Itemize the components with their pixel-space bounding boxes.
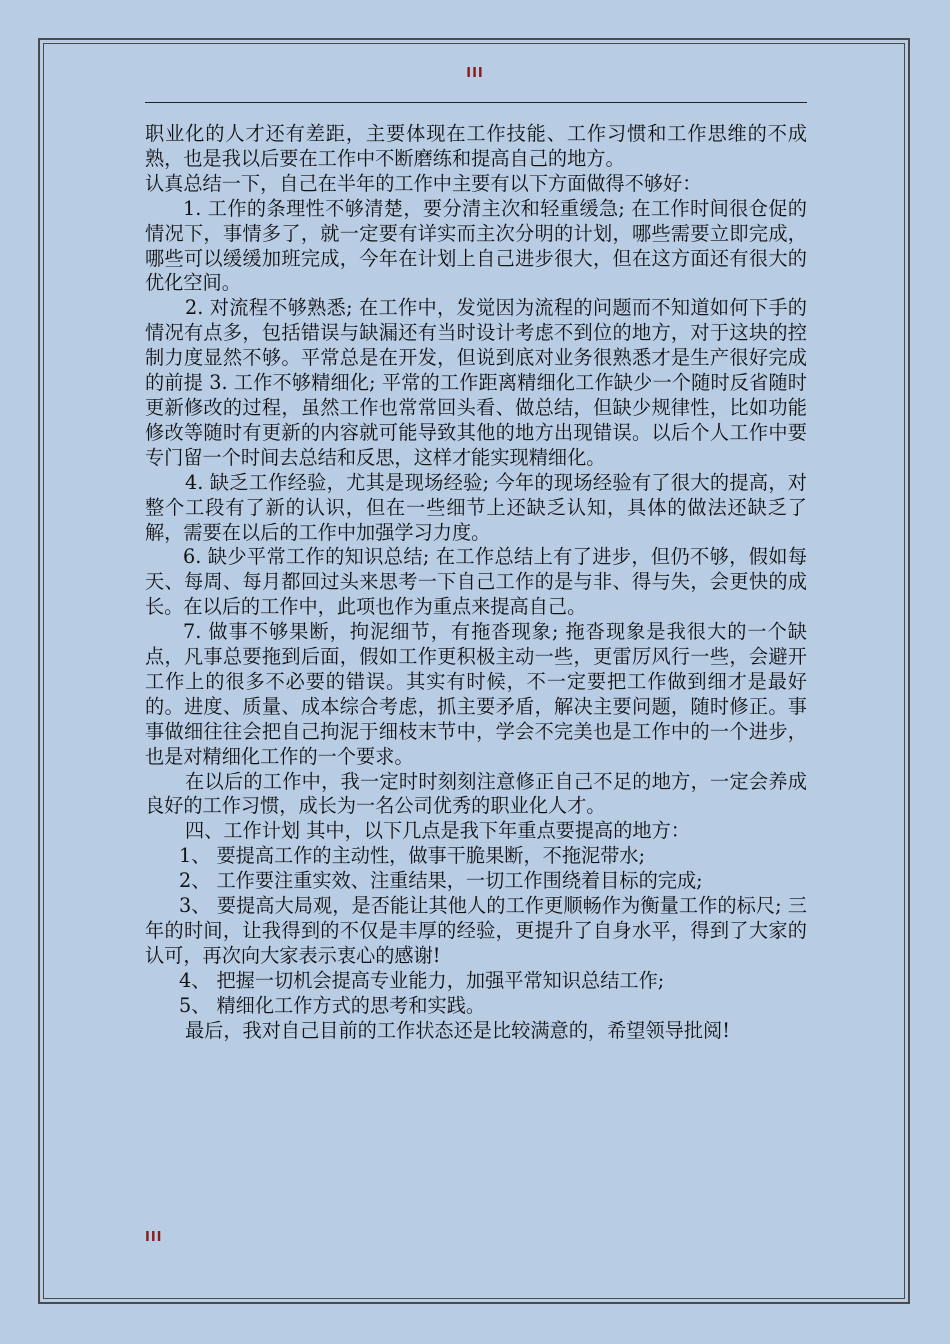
body-paragraph: 2. 对流程不够熟悉; 在工作中，发觉因为流程的问题而不知道如何下手的情况有点多，包括错误与缺漏还有当时设计考虑不到位的地方，对于这块的控制力度显然不够。平常总是在开发，但说到底对业务很熟悉才是生产很好完成的前提 3. 工作不够精细化; 平常的工作距离精细化工作缺少一个随时反省随时更新修改的过程，虽然工作也常常回头看、做总结，但缺少规律性，比如功能修改等随时有更新的内容就可能导致其他的地方出现错误。以后个人工作中要专门留一个时间去总结和反思，这样才能实现精细化。 [145,296,807,469]
body-paragraph: 6. 缺少平常工作的知识总结; 在工作总结上有了进步，但仍不够，假如每天、每周、每月都回过头来思考一下自己工作的是与非、得与失，会更快的成长。在以后的工作中，此项也作为重点来提高自己。 [145,545,807,619]
body-paragraph: 在以后的工作中，我一定时时刻刻注意修正自己不足的地方，一定会养成良好的工作习惯，成长为一名公司优秀的职业化人才。 [145,769,807,818]
body-paragraph: 7. 做事不够果断，拘泥细节，有拖沓现象; 拖沓现象是我很大的一个缺点，凡事总要拖到后面，假如工作更积极主动一些，更雷厉风行一些，会避开工作上的很多不必要的错误。其实有时候，不一定要把工作做到细才是最好的。进度、质量、成本综合考虑，抓主要矛盾，解决主要问题，随时修正。事事做细往往会把自己拘泥于细枝末节中，学会不完美也是工作中的一个进步，也是对精细化工作的一个要求。 [145,620,807,768]
body-paragraph: 4. 缺乏工作经验，尤其是现场经验; 今年的现场经验有了很大的提高，对整个工段有了新的认识，但在一些细节上还缺乏认知，具体的做法还缺乏了解，需要在以后的工作中加强学习力度。 [145,470,807,544]
body-paragraph: 职业化的人才还有差距，主要体现在工作技能、工作习惯和工作思维的不成熟，也是我以后要在工作中不断磨练和提高自己的地方。 [145,122,807,170]
plan-item: 2、 工作要注重实效、注重结果，一切工作围绕着目标的完成; [179,869,703,893]
header-mark: III [466,66,484,81]
plan-item: 3、 要提高大局观，是否能让其他人的工作更顺畅作为衡量工作的标尺; 三年的时间，让我得到的不仅是丰厚的经验，更提升了自身水平，得到了大家的认可，再次向大家表示衷心的感谢! [145,894,807,967]
body-paragraph: 1. 工作的条理性不够清楚，要分清主次和轻重缓急; 在工作时间很仓促的情况下，事情多了，就一定要有详实而主次分明的计划，哪些需要立即完成，哪些可以缓缓加班完成，今年在计划上自己进步很大，但在这方面还有很大的优化空间。 [145,196,807,295]
section-heading: 四、工作计划 其中，以下几点是我下年重点要提高的地方： [185,819,690,843]
body-paragraph: 认真总结一下，自己在半年的工作中主要有以下方面做得不够好： [145,171,702,195]
footer-mark: III [145,1230,163,1245]
plan-item: 5、 精细化工作方式的思考和实践。 [179,993,486,1017]
plan-item: 1、 要提高工作的主动性，做事干脆果断，不拖泥带水; [179,844,646,868]
document-body [145,122,807,1044]
closing-paragraph: 最后，我对自己目前的工作状态还是比较满意的，希望领导批阅! [185,1018,730,1042]
header-divider [145,102,807,103]
plan-item: 4、 把握一切机会提高专业能力，加强平常知识总结工作; [179,968,665,992]
